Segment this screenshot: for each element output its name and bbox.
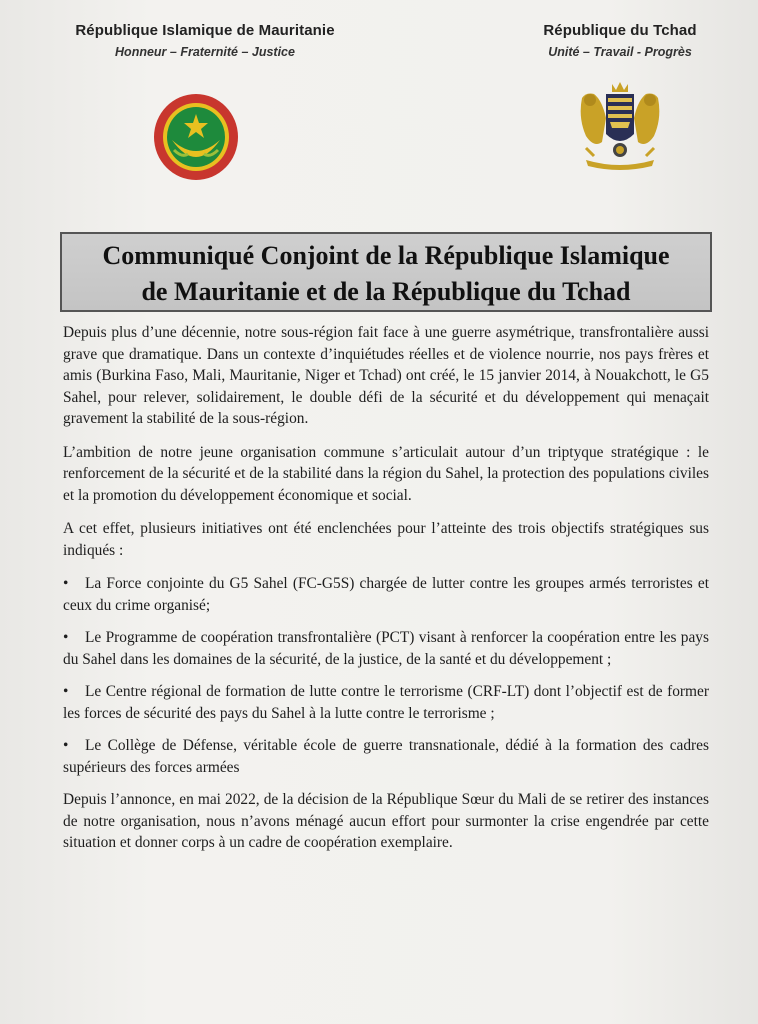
header-right [505,22,735,59]
paragraph-1: Depuis plus d’une décennie, notre sous-région fait face à une guerre asymétrique, transfrontalière aussi grave que dramatique. Dans un contexte d’inquiétudes réelles et de violence nourrie, nos pays frères et amis (Burkina Faso, Mali, Mauritanie, Niger et Tchad) ont créé, le 15 janvier 2014, à Nouakchott, le G5 Sahel, pour relever, solidairement, le double défi de la sécurité et du développement qui menaçait gravement la stabilité de la sous-région. [63,324,709,427]
country-mauritania: République Islamique de Mauritanie [75,22,335,39]
mauritania-seal-icon [152,92,240,182]
title-box [60,232,712,312]
title-line-1: Communiqué Conjoint de la République Islamique [102,241,670,270]
bullet-item-4 [63,735,709,778]
bullet-item-1 [63,573,709,616]
country-chad: République du Tchad [543,22,697,39]
bullet-text-1: La Force conjointe du G5 Sahel (FC-G5S) chargée de lutter contre les groupes armés terroristes et ceux du crime organisé; [63,575,709,614]
bullet-text-2: Le Programme de coopération transfrontalière (PCT) visant à renforcer la coopération entre les pays du Sahel dans les domaines de la sécurité, de la justice, de la santé et du développement ; [63,629,709,668]
communique-body [63,322,709,866]
bullet-dot: • [63,737,69,754]
bullet-dot: • [63,575,69,592]
bullet-text-3: Le Centre régional de formation de lutte contre le terrorisme (CRF-LT) dont l’objectif est de former les forces de sécurité des pays du Sahel à la lutte contre le terrorisme ; [63,683,709,722]
bullet-dot: • [63,683,69,700]
motto-mauritania: Honneur – Fraternité – Justice [115,45,295,59]
paragraph-4: Depuis l’annonce, en mai 2022, de la décision de la République Sœur du Mali de se retirer des instances de notre organisation, nous n’avons ménagé aucun effort pour surmonter la crise engendrée par cette situation et donner corps à un cadre de coopération exemplaire. [63,791,709,851]
motto-chad: Unité – Travail - Progrès [548,45,692,59]
paragraph-3: A cet effet, plusieurs initiatives ont été enclenchées pour l’atteinte des trois objectifs stratégiques sus indiqués : [63,520,709,559]
header-left [60,22,350,59]
bullet-item-3 [63,681,709,724]
bullet-item-2 [63,627,709,670]
bullet-dot: • [63,629,69,646]
paragraph-2: L’ambition de notre jeune organisation commune s’articulait autour d’un triptyque stratégique : le renforcement de la sécurité et de la stabilité dans la région du Sahel, la protection des populations civiles et la promotion du développement économique et social. [63,443,709,504]
bullet-text-4: Le Collège de Défense, véritable école de guerre transnationale, dédié à la formation des cadres supérieurs des forces armées [63,737,709,776]
chad-coat-of-arms-icon [572,78,668,174]
title-line-2: de Mauritanie et de la République du Tchad [141,277,631,306]
